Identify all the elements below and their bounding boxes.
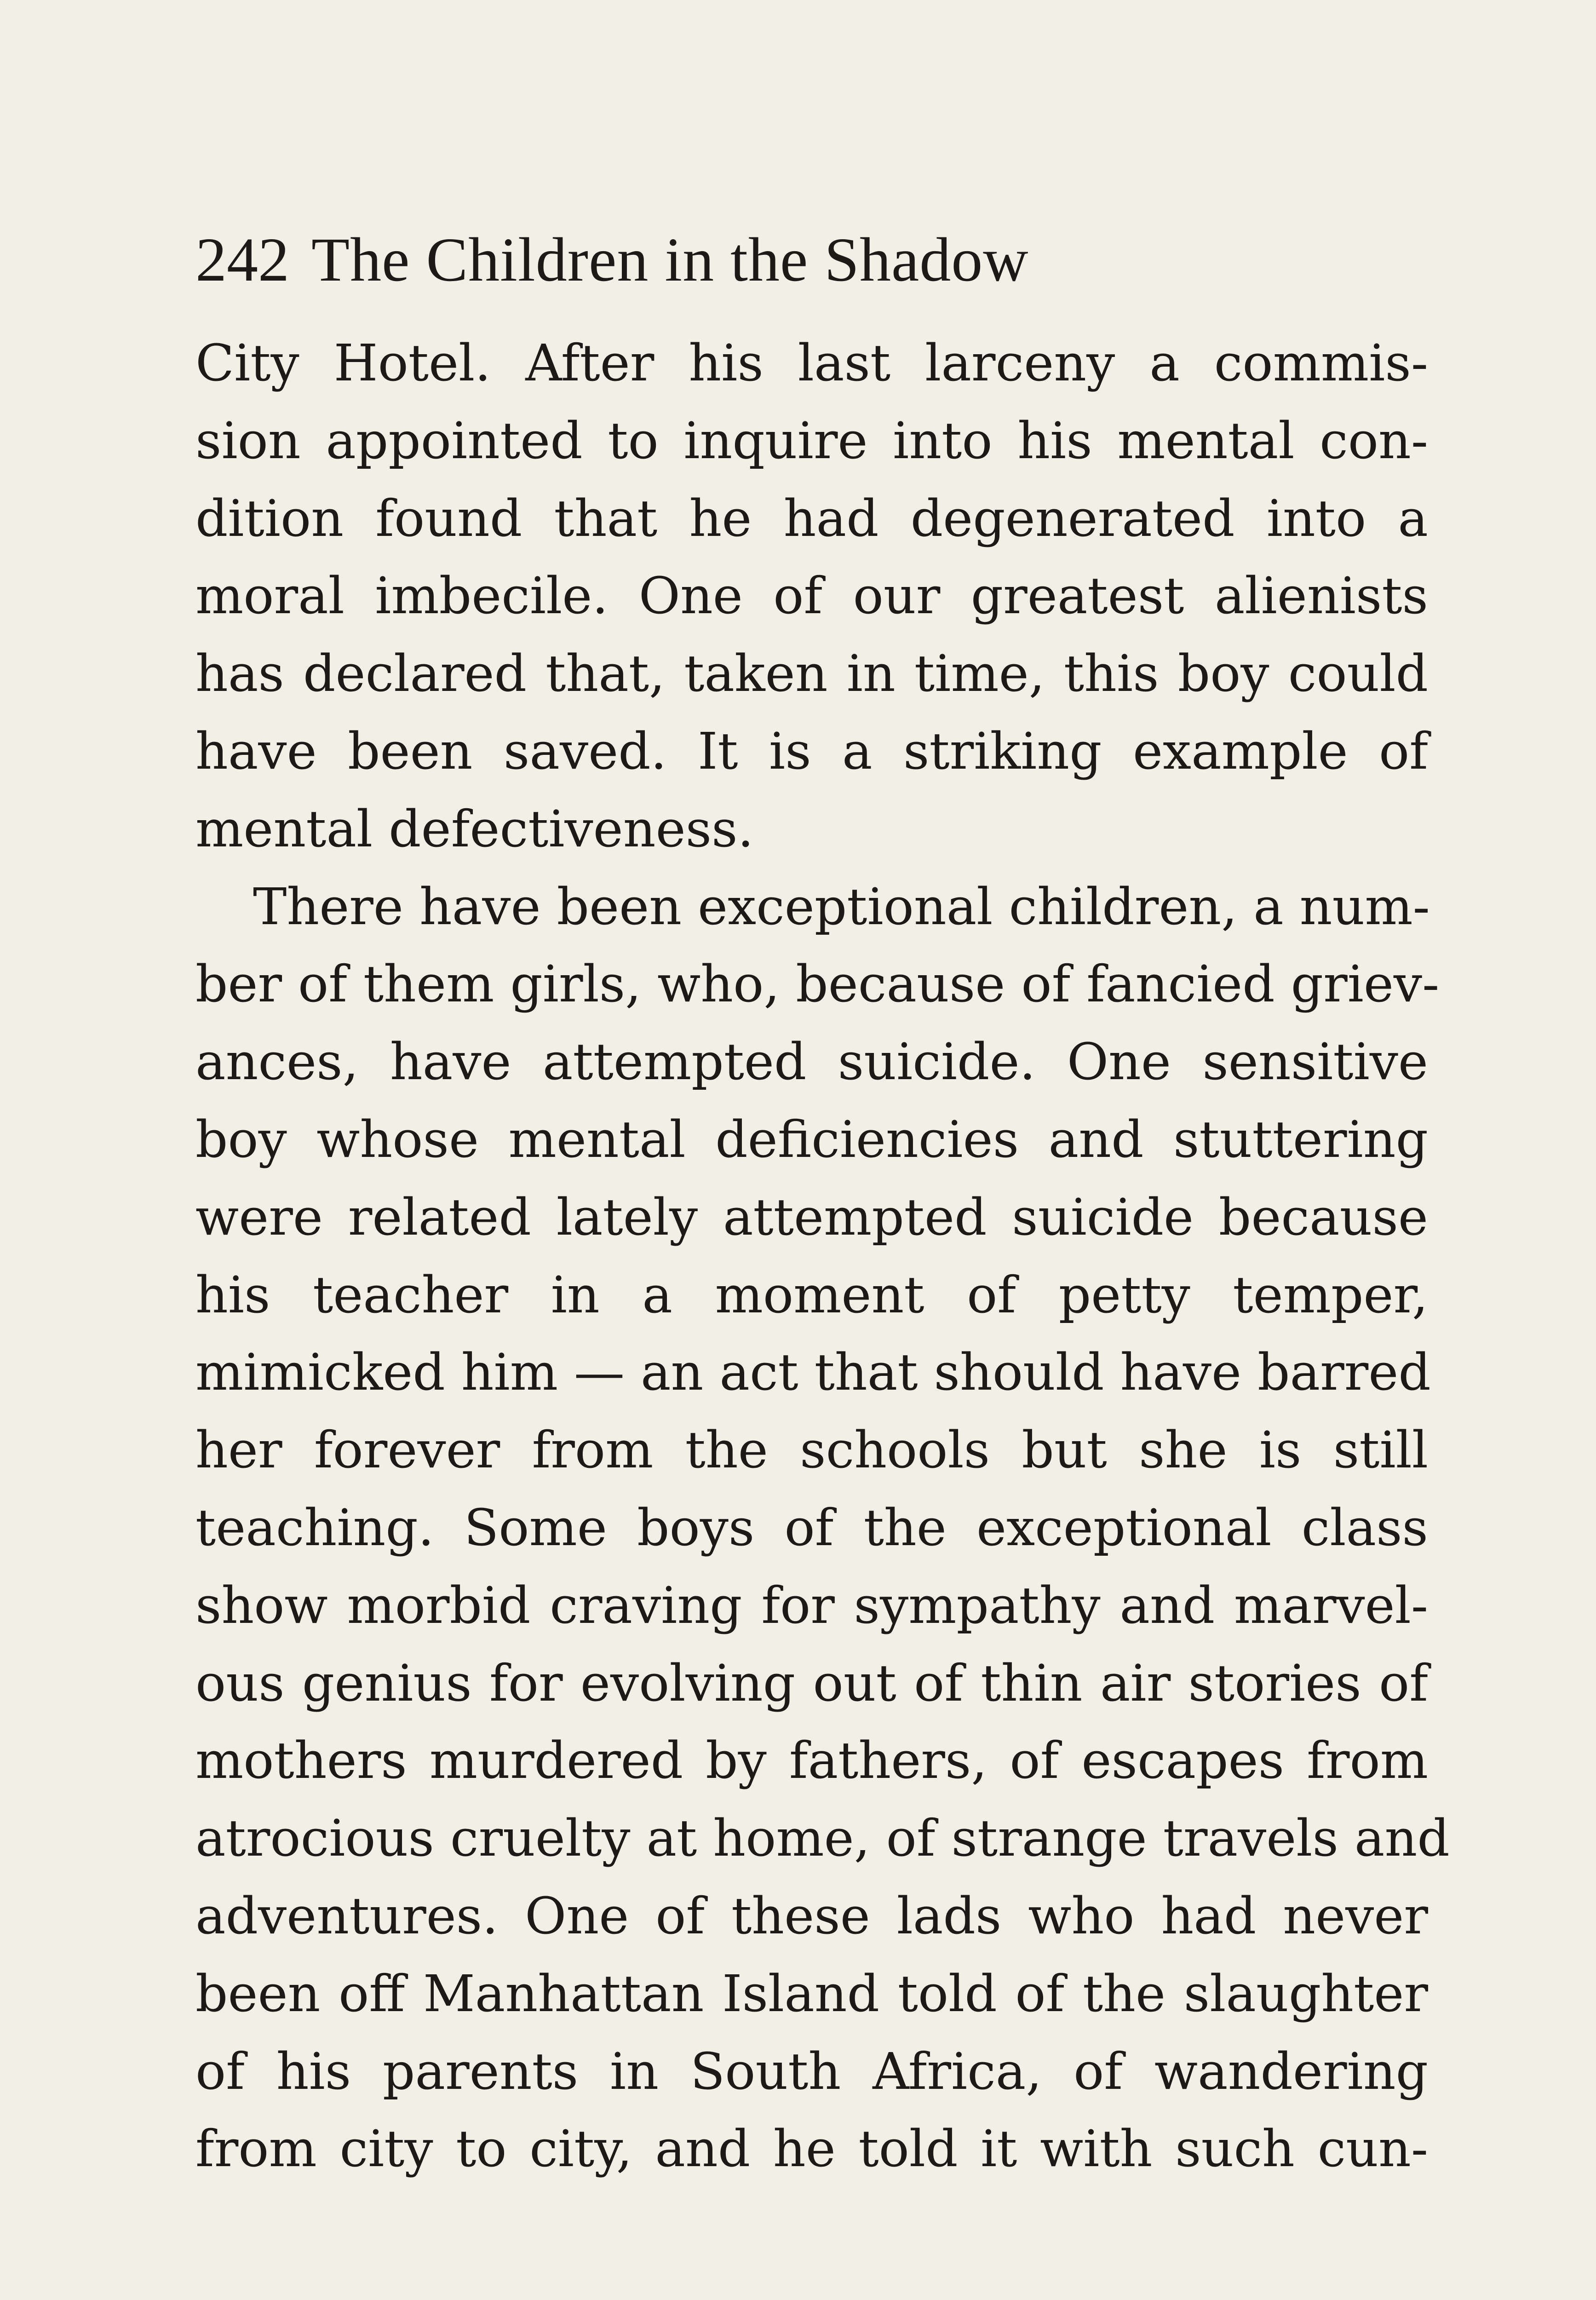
body-text [195, 324, 1450, 2188]
text-line: has declared that, taken in time, this boy could [195, 644, 1428, 703]
text-line: There have been exceptional children, a num- [253, 877, 1430, 936]
text-line: show morbid craving for sympathy and marvel- [195, 1576, 1428, 1635]
paragraph-1 [195, 324, 1428, 868]
text-line: ous genius for evolving out of thin air stories of [195, 1653, 1428, 1713]
text-line: boy whose mental deficiencies and stuttering [195, 1110, 1428, 1169]
text-line: dition found that he had degenerated into a [195, 489, 1428, 548]
text-line: mental defectiveness. [195, 799, 754, 858]
text-line: from city to city, and he told it with such cun- [195, 2119, 1428, 2179]
page-number: 242 [195, 225, 289, 294]
running-head [195, 216, 1029, 304]
text-line: atrocious cruelty at home, of strange travels and [195, 1809, 1450, 1868]
text-line: ber of them girls, who, because of fancied griev- [195, 954, 1440, 1014]
text-line: been off Manhattan Island told of the slaughter [195, 1964, 1428, 2023]
text-line: sion appointed to inquire into his mental con- [195, 411, 1428, 470]
running-title: The Children in the Shadow [311, 225, 1029, 294]
text-line: his teacher in a moment of petty temper, [195, 1265, 1428, 1324]
text-line: teaching. Some boys of the exceptional class [195, 1498, 1428, 1557]
paragraph-2 [195, 868, 1450, 2188]
text-line: City Hotel. After his last larceny a commis- [195, 334, 1428, 392]
text-line: adventures. One of these lads who had never [195, 1886, 1428, 1945]
text-line: were related lately attempted suicide because [195, 1187, 1428, 1247]
text-line: mimicked him — an act that should have barred [195, 1343, 1431, 1402]
text-line: ances, have attempted suicide. One sensitive [195, 1032, 1428, 1092]
text-line: mothers murdered by fathers, of escapes from [195, 1731, 1428, 1790]
text-line: have been saved. It is a striking example of [195, 721, 1428, 781]
text-line: her forever from the schools but she is still [195, 1420, 1428, 1480]
text-line: of his parents in South Africa, of wandering [195, 2041, 1428, 2101]
text-line: moral imbecile. One of our greatest alienists [195, 566, 1428, 626]
